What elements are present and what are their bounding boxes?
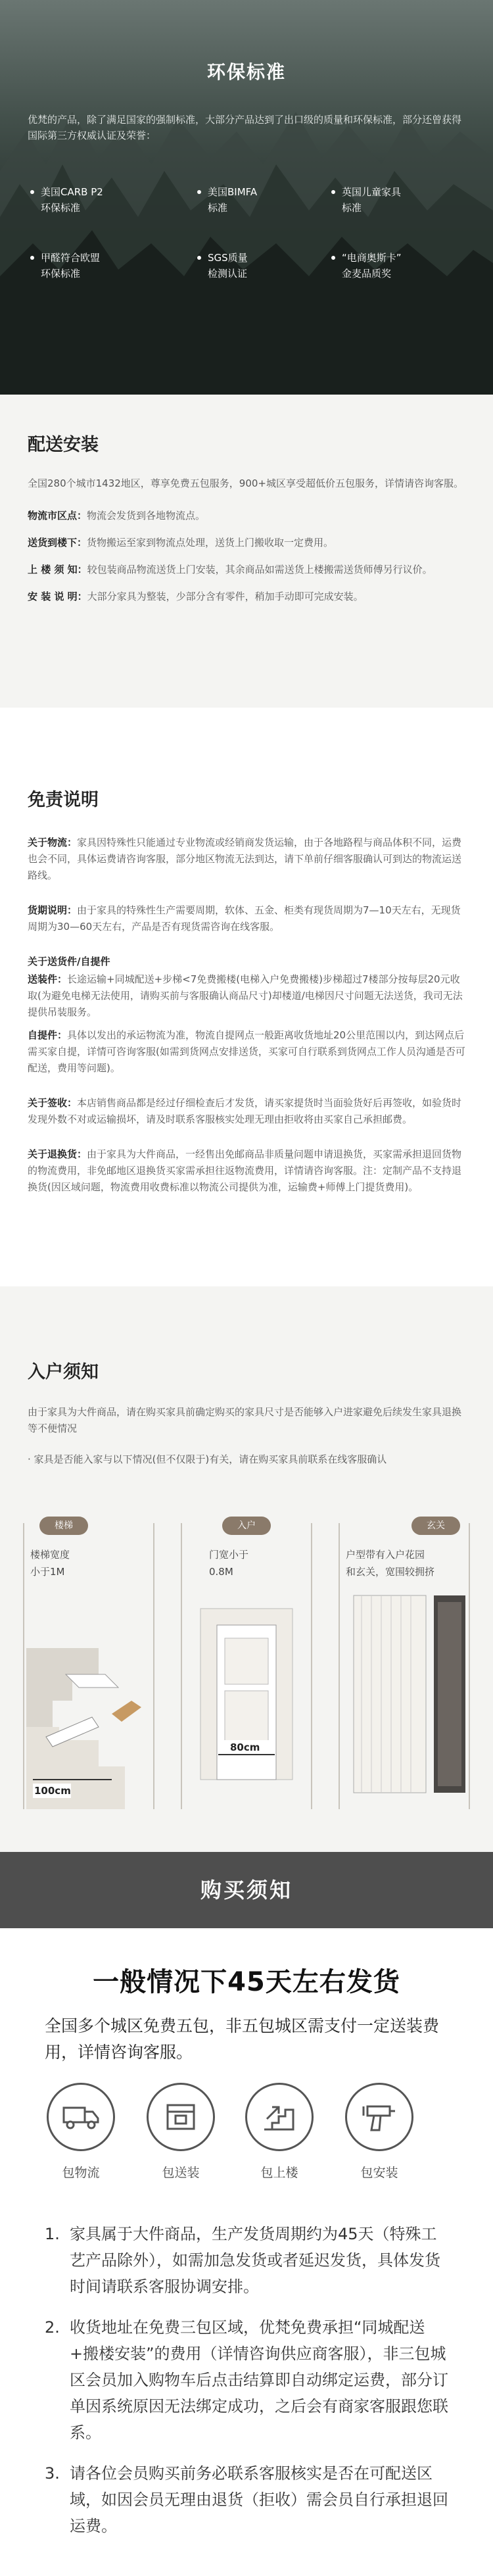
cert-item: “电商奥斯卡” 金麦品质奖 [342, 250, 402, 281]
package-icon [147, 2083, 215, 2151]
disclaimer-item: 关于签收：本店销售商品都是经过仔细检查后才发货，请买家提货时当面验货好后再签收，如验货时发现外数不对或运输损坏，请及时联系客服核实处理无理由拒收将由买家自己承担邮费。 [28, 1097, 462, 1125]
door-caption: 门宽小于 0.8M [209, 1549, 249, 1578]
purchase-header: 购买须知 [0, 1852, 493, 1928]
foyer-tag: 玄关 [411, 1517, 460, 1535]
env-intro: 优梵的产品，除了满足国家的强制标准，大部分产品达到了出口级的质量和环保标准，部分还曾获得国际第三方权威认证及荣誉： [28, 114, 462, 141]
delivery-row: 安 装 说 明：大部分家具为整装，少部分含有零件，稍加手动即可完成安装。 [28, 591, 364, 602]
purchase-section [0, 1928, 493, 2539]
env-standard-section [0, 0, 493, 395]
stairs-card [20, 1510, 158, 1812]
bullet-icon [197, 190, 201, 194]
disclaimer-section [0, 708, 493, 1286]
foyer-caption: 户型带有入户花园 和玄关，宽围较拥挤 [346, 1549, 435, 1578]
disclaimer-item: 关于退换货：由于家具为大件商品，一经售出免邮商品非质量问题申请退换货，买家需承担退回货物的物流费用，非免邮地区退换货买家需承担往返物流费用，详情请咨询客服。注：定制产品不支持退换货(因区域问题，物流费用收费标准以物流公司提供为准，运输费+师傅上门提货费用)。 [28, 1148, 462, 1193]
purchase-headline: 一般情况下45天左右发货 [93, 1967, 400, 1997]
purchase-note: 1. 家具属于大件商品，生产发货周期约为45天（特殊工艺产品除外），如需加急发货或者延迟发货，具体发货时间请联系客服协调安排。 [45, 2225, 440, 2296]
delivery-intro: 全国280个城市1432地区，尊享免费五包服务，900+城区享受超低价五包服务，详情请咨询客服。 [28, 477, 464, 489]
stairs-caption: 楼梯宽度 小于1M [30, 1549, 70, 1578]
door-tag: 入户 [222, 1517, 271, 1535]
disclaimer-item: 关于送货件/自提件 [28, 956, 110, 967]
cert-item: 美国BIMFA 标准 [208, 184, 257, 216]
bullet-icon [30, 256, 34, 260]
entry-note: · 家具是否能入家与以下情况(但不仅限于)有关，请在购买家具前联系在线客服确认 [28, 1453, 387, 1465]
service-upstairs: 包上楼 [243, 2083, 316, 2181]
foyer-card [335, 1510, 473, 1812]
entry-cards [20, 1510, 473, 1812]
bullet-icon [331, 190, 335, 194]
purchase-note: 3. 请各位会员购买前务必联系客服核实是否在可配送区域，如因会员无理由退货（拒收）需会员自行承担退回运费。 [45, 2464, 448, 2535]
stairs-icon [245, 2083, 314, 2151]
purchase-note: 2. 收货地址在免费三包区域，优梵免费承担“同城配送+搬楼安装”的费用（详情咨询供应商客服），非三包城区会员加入购物车后点击结算即自动绑定运费，部分订单因系统原因无法绑定成功，之后会有商家客服跟您联系。 [45, 2318, 448, 2442]
delivery-row: 物流市区点：物流会发货到各地物流点。 [28, 510, 206, 522]
disclaimer-item: 送装件：长途运输+同城配送+步梯<7免费搬楼(电梯入户免费搬楼)步梯超过7楼部分按每层20元收取(为避免电梯无法使用，请购买前与客服确认商品尺寸)却楼道/电梯因尺寸问题无法送货，我司无法提供吊装服务。 [28, 973, 463, 1018]
env-title: 环保标准 [206, 61, 286, 83]
drill-icon [345, 2083, 413, 2151]
entry-section [0, 1286, 493, 1852]
stairs-tag: 楼梯 [39, 1517, 88, 1535]
disclaimer-title: 免责说明 [28, 790, 99, 810]
cert-item: 甲醛符合欧盟 环保标准 [41, 250, 100, 281]
truck-icon [47, 2083, 115, 2151]
delivery-title: 配送安装 [28, 435, 99, 455]
door-measure: 80cm [230, 1741, 260, 1753]
entry-title: 入户须知 [28, 1362, 99, 1382]
service-install: 包安装 [343, 2083, 415, 2181]
cert-item: 美国CARB P2 环保标准 [41, 184, 103, 216]
stairs-measure: 100cm [34, 1785, 71, 1797]
service-delivery: 包送装 [145, 2083, 217, 2181]
door-card [177, 1510, 316, 1812]
delivery-section [0, 395, 493, 708]
purchase-subline: 全国多个城区免费五包，非五包城区需支付一定送装费用，详情咨询客服。 [45, 2016, 440, 2062]
cert-item: SGS质量 检测认证 [208, 250, 248, 281]
service-icons [45, 2083, 448, 2214]
delivery-row: 送货到楼下：货物搬运至家到物流点处理，送货上门搬收取一定费用。 [28, 537, 334, 548]
service-logistics: 包物流 [45, 2083, 117, 2181]
bullet-icon [197, 256, 201, 260]
bullet-icon [30, 190, 34, 194]
entry-intro: 由于家具为大件商品，请在购买家具前确定购买的家具尺寸是否能够入户进家避免后续发生家具退换等不便情况 [28, 1406, 462, 1434]
bullet-icon [331, 256, 335, 260]
disclaimer-item: 关于物流：家具因特殊性只能通过专业物流或经销商发货运输，由于各地路程与商品体积不同，运费也会不同，具体运费请咨询客服，部分地区物流无法到达，请下单前仔细客服确认可到达的物流运送路线。 [28, 837, 462, 881]
cert-item: 英国儿童家具 标准 [342, 184, 401, 216]
purchase-notes [45, 2221, 448, 2539]
disclaimer-item: 自提件：具体以发出的承运物流为准，物流自提网点一般距离收货地址20公里范围以内，到达网点后需买家自提，详情可咨询客服(如需到货网点安排送货，买家可自行联系到货网点工作人员沟通是否可配送，费用等问题)。 [28, 1029, 465, 1074]
delivery-row: 上 楼 须 知：较包装商品物流送货上门安装，其余商品如需送货上楼搬需送货师傅另行议价。 [28, 564, 433, 575]
disclaimer-item: 货期说明：由于家具的特殊性生产需要周期，软体、五金、柜类有现货周期为7—10天左右，无现货周期为30—60天左右，产品是否有现货需咨询在线客服。 [28, 904, 461, 933]
